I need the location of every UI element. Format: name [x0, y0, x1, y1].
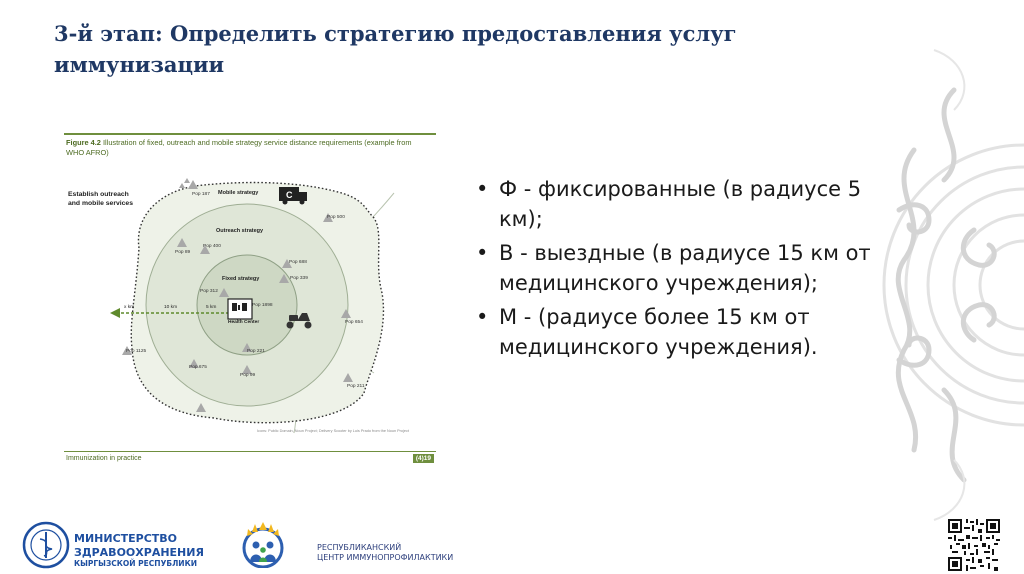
zone-label-mobile: Mobile strategy [218, 190, 259, 196]
pop-label: Pop 187 [192, 192, 210, 197]
bullet-dot-icon: • [476, 177, 489, 201]
pop-label: Pop 221 [247, 349, 265, 354]
strategy-bullet-list [474, 174, 894, 366]
figure-source: Icons: Public Domain, Noun Project; Delivery Scooter by Luis Prado from the Noun Project [257, 429, 409, 433]
immunization-center-logo [232, 522, 462, 570]
pop-label: Pop 1898 [252, 303, 273, 308]
distance-10-label: 10 km [164, 305, 178, 310]
ministry-line-1: МИНИСТЕРСТВО [74, 532, 178, 545]
ministry-line-3: КЫРГЫЗСКОЙ РЕСПУБЛИКИ [74, 559, 197, 568]
qr-code-icon [948, 519, 1000, 571]
health-center-label: Health Center [228, 320, 260, 325]
pop-label: Pop 688 [289, 260, 307, 265]
bullet-item [474, 238, 894, 298]
figure-caption-label: Figure 4.2 [66, 138, 101, 147]
immunization-center-emblem-icon [232, 522, 294, 568]
svg-text:C: C [286, 190, 293, 200]
pop-label: Pop 1125 [126, 349, 147, 354]
pop-label: Pop 211 [347, 384, 365, 389]
bullet-text: М - (радиусе более 15 км от медицинского учреждения). [499, 305, 818, 359]
figure-caption [66, 138, 426, 157]
ministry-logo [22, 520, 232, 570]
figure-footer [64, 451, 436, 469]
figure-footer-text: Immunization in practice [66, 455, 142, 462]
pop-label: Pop 675 [189, 365, 207, 370]
zone-label-outreach: Outreach strategy [216, 228, 264, 234]
pop-label: Pop 89 [175, 250, 191, 255]
pop-label: Pop 400 [203, 244, 221, 249]
bullet-dot-icon: • [476, 241, 489, 265]
center-line-1: РЕСПУБЛИКАНСКИЙ [317, 543, 402, 552]
zone-label-fixed: Fixed strategy [222, 276, 260, 282]
pop-label: Pop 500 [327, 215, 345, 220]
center-line-2: ЦЕНТР ИММУНОПРОФИЛАКТИКИ [317, 553, 454, 562]
figure-page-number: (4)19 [413, 454, 434, 463]
figure-card [64, 133, 436, 468]
pop-label: Pop 339 [290, 276, 308, 281]
establish-label: Establish outreach and mobile services [68, 191, 133, 207]
bullet-item [474, 174, 894, 234]
slide-title: 3-й этап: Определить стратегию предоставления услуг иммунизации [54, 21, 737, 77]
bullet-text: Ф - фиксированные (в радиусе 5 км); [499, 177, 862, 231]
ministry-emblem-icon [22, 521, 70, 569]
figure-caption-text: Illustration of fixed, outreach and mobile strategy service distance requirements (example from WHO AFRO) [66, 138, 412, 157]
bullet-text: В - выездные (в радиусе 15 км от медицинского учреждения); [499, 241, 871, 295]
strategy-diagram [64, 133, 436, 451]
distance-5-label: 5 km [206, 305, 217, 310]
health-center-icon [228, 299, 252, 319]
bullet-dot-icon: • [476, 305, 489, 329]
pop-label: Pop 99 [240, 373, 256, 378]
pop-label: Pop 654 [345, 320, 363, 325]
pop-label: Pop 312 [200, 289, 218, 294]
distance-x-label: x km [124, 305, 135, 310]
bullet-item [474, 302, 894, 362]
kyrgyz-ornament-icon [874, 30, 1024, 540]
ministry-line-2: ЗДРАВООХРАНЕНИЯ [74, 546, 204, 559]
